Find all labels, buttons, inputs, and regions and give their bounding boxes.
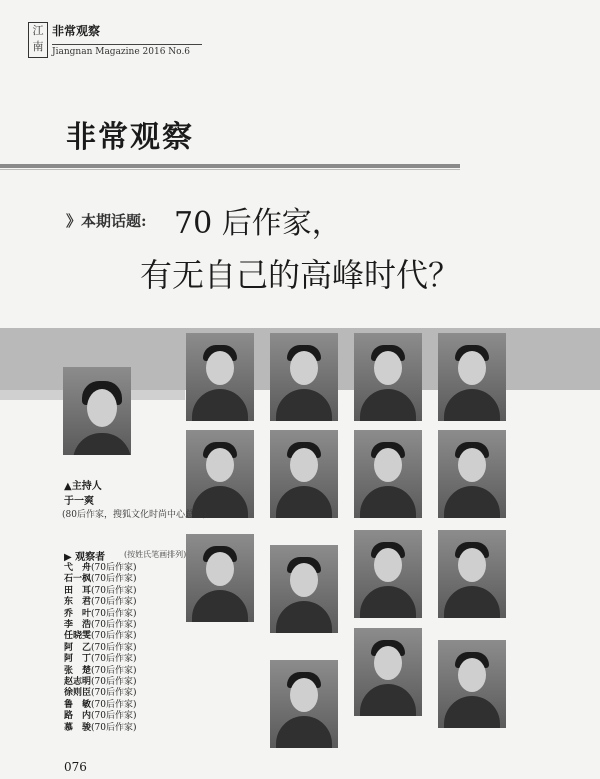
observer-portrait	[438, 430, 506, 518]
observer-tag: (70后作家)	[91, 677, 137, 688]
observer-portrait	[354, 430, 422, 518]
observer-portrait	[270, 333, 338, 421]
observer-portrait	[354, 628, 422, 716]
title-divider	[0, 164, 460, 168]
observer-tag: (70后作家)	[91, 722, 137, 733]
observer-portrait	[438, 333, 506, 421]
observer-tag: (70后作家)	[91, 699, 137, 710]
observers-label: ▶ 观察者	[64, 552, 106, 563]
observer-name: 赵志明	[64, 677, 92, 688]
observer-name: 鲁 敏	[64, 699, 92, 710]
observer-portrait	[438, 530, 506, 618]
observer-name: 路 内	[64, 711, 92, 722]
host-label: ▲主持人	[64, 481, 102, 492]
observer-name: 东 君	[64, 597, 92, 608]
list-item	[64, 609, 137, 620]
list-item	[64, 654, 137, 665]
list-item	[64, 620, 137, 631]
list-item	[64, 586, 137, 597]
list-item	[64, 700, 137, 711]
header-divider	[52, 44, 202, 45]
list-item	[64, 643, 137, 654]
observer-list	[64, 563, 137, 734]
topic-headline-line2: 有无自己的高峰时代？	[140, 256, 461, 294]
observer-tag: (70后作家)	[91, 608, 137, 619]
observer-tag: (70后作家)	[91, 711, 137, 722]
title-divider-thin	[0, 169, 460, 170]
list-item	[64, 563, 137, 574]
list-item	[64, 666, 137, 677]
list-item	[64, 723, 137, 734]
observer-tag: (70后作家)	[91, 665, 137, 676]
observer-tag: (70后作家)	[91, 574, 137, 585]
observer-name: 阿 乙	[64, 642, 92, 653]
observer-tag: (70后作家)	[91, 631, 137, 642]
list-item	[64, 677, 137, 688]
list-item	[64, 574, 137, 585]
magazine-logo: 江南	[28, 22, 48, 58]
topic-label: 》本期话题:	[66, 212, 147, 230]
observer-portrait	[186, 333, 254, 421]
observer-portrait	[354, 333, 422, 421]
observer-name: 阿 丁	[64, 654, 92, 665]
observer-portrait	[270, 660, 338, 748]
observer-name: 李 浩	[64, 620, 92, 631]
observer-portrait	[270, 545, 338, 633]
observer-tag: (70后作家)	[91, 585, 137, 596]
observer-tag: (70后作家)	[91, 563, 137, 573]
observer-name: 慕 骏	[64, 722, 92, 733]
observer-tag: (70后作家)	[91, 654, 137, 665]
observer-portrait	[438, 640, 506, 728]
observer-tag: (70后作家)	[91, 688, 137, 699]
observer-portrait	[270, 430, 338, 518]
column-title: 非常观察	[52, 24, 101, 38]
host-name: 于一爽	[64, 496, 94, 507]
observer-name: 徐则臣	[64, 688, 92, 699]
observer-name: 任晓雯	[64, 631, 92, 642]
page-title: 非常观察	[66, 120, 194, 155]
observer-tag: (70后作家)	[91, 642, 137, 653]
observer-portrait	[186, 534, 254, 622]
page-number: 076	[64, 760, 87, 774]
observers-order-note: (按姓氏笔画排列)	[124, 550, 187, 559]
observer-name: 张 楚	[64, 665, 92, 676]
observer-portrait	[354, 530, 422, 618]
observer-name: 石一枫	[64, 574, 92, 585]
list-item	[64, 597, 137, 608]
observer-tag: (70后作家)	[91, 620, 137, 631]
host-role: (80后作家，搜狐文化时尚中心总监)	[62, 510, 207, 520]
topic-headline-line1: 70 后作家，	[174, 206, 342, 241]
observer-name: 弋 舟	[64, 563, 92, 573]
list-item	[64, 711, 137, 722]
list-item	[64, 631, 137, 642]
magazine-issue-line: Jiangnan Magazine 2016 No.6	[52, 47, 191, 57]
observer-name: 田 耳	[64, 585, 92, 596]
observer-name: 乔 叶	[64, 608, 92, 619]
observer-tag: (70后作家)	[91, 597, 137, 608]
host-portrait	[63, 367, 131, 455]
observer-portrait	[186, 430, 254, 518]
list-item	[64, 688, 137, 699]
